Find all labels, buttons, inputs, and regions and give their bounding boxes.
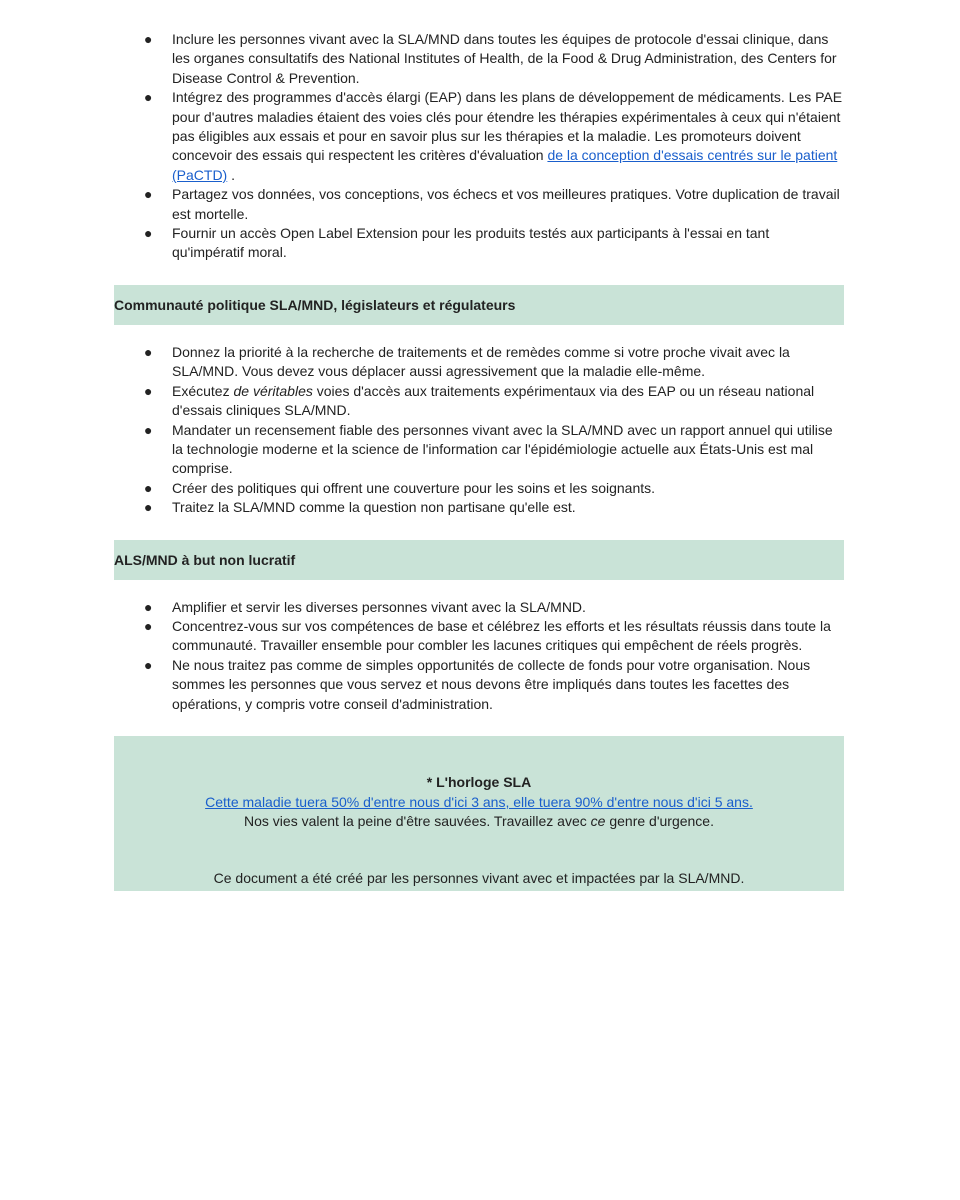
list-item: ● Traitez la SLA/MND comme la question non partisane qu'elle est. bbox=[114, 498, 844, 517]
list-item: ● Inclure les personnes vivant avec la SLA/MND dans toutes les équipes de protocole d'essai clinique, dans les organes consultatifs des National Institutes of Health, de la Food & Drug Administration, des Centers for Disease Control & Prevention. bbox=[144, 31, 837, 86]
list-item: ● Exécutez de véritables voies d'accès aux traitements expérimentaux via des EAP ou un réseau national d'essais cliniques SLA/MND. bbox=[144, 382, 815, 419]
list-item: ● Mandater un recensement fiable des personnes vivant avec la SLA/MND avec un rapport annuel qui utilise la technologie moderne et la science de l'information car l'épidémiologie actuelle aux États-Unis est mal comprise. bbox=[144, 421, 833, 477]
bullet-icon: ● bbox=[144, 89, 153, 106]
clock-title: * L'horloge SLA bbox=[426, 773, 532, 790]
section-title: ALS/MND à but non lucratif bbox=[114, 551, 296, 568]
section3-list bbox=[114, 598, 844, 714]
list-item: ● Créer des politiques qui offrent une couverture pour les soins et les soignants. bbox=[114, 479, 844, 498]
section-header-policy bbox=[114, 285, 844, 325]
bullet-icon: ● bbox=[144, 656, 153, 673]
bullet-icon: ● bbox=[144, 598, 153, 615]
bullet-icon: ● bbox=[144, 479, 153, 496]
list-item: ● Fournir un accès Open Label Extension pour les produits testés aux participants à l'essai en tant qu'impératif moral. bbox=[144, 225, 770, 261]
bullet-icon: ● bbox=[144, 225, 153, 242]
section-title: Communauté politique SLA/MND, législateurs et régulateurs bbox=[114, 296, 516, 313]
section2-list bbox=[114, 343, 844, 518]
bullet-icon: ● bbox=[144, 186, 153, 203]
bullet-icon: ● bbox=[144, 617, 153, 634]
urgency-line: Nos vies valent la peine d'être sauvées. Travaillez avec ce genre d'urgence. bbox=[244, 812, 714, 829]
clock-link[interactable]: Cette maladie tuera 50% d'entre nous d'ici 3 ans, elle tuera 90% d'entre nous d'ici 5 ans. bbox=[205, 793, 753, 810]
bullet-icon: ● bbox=[144, 343, 153, 360]
clock-statement bbox=[114, 794, 844, 810]
list-item: ● Intégrez des programmes d'accès élargi (EAP) dans les plans de développement de médicaments. Les PAE pour d'autres maladies étaient des voies clés pour étendre les thérapies expérimentales à ceux qui n'étaient pas éligibles aux essais et pour en savoir plus sur les thérapies et la maladie. Les promoteurs doivent concevoir des essais qui respectent les critères d'évaluation de la conception d'essais centrés sur le patient (PaCTD) . bbox=[144, 89, 843, 183]
list-item: ● Amplifier et servir les diverses personnes vivant avec la SLA/MND. bbox=[114, 598, 844, 617]
als-clock-box bbox=[114, 736, 844, 891]
document-page bbox=[114, 30, 844, 891]
list-item: ● Partagez vos données, vos conceptions, vos échecs et vos meilleures pratiques. Votre duplication de travail est mortelle. bbox=[144, 186, 840, 222]
list-item: ● Concentrez-vous sur vos compétences de base et célébrez les efforts et les résultats réussis dans toute la communauté. Travailler ensemble pour combler les lacunes critiques qui empêchent de réels progrès. bbox=[144, 617, 831, 654]
bullet-icon: ● bbox=[144, 499, 153, 516]
section-header-nonprofit bbox=[114, 540, 844, 580]
bullet-icon: ● bbox=[144, 421, 153, 438]
bullet-icon: ● bbox=[144, 382, 153, 399]
bullet-icon: ● bbox=[144, 31, 153, 47]
document-credit: Ce document a été créé par les personnes vivant avec et impactées par la SLA/MND. bbox=[213, 869, 745, 886]
pactd-link[interactable]: de la conception d'essais centrés sur le patient (PaCTD) bbox=[172, 147, 838, 183]
section1-list bbox=[114, 30, 844, 263]
list-item: ● Donnez la priorité à la recherche de traitements et de remèdes comme si votre proche vivait avec la SLA/MND. Vous devez vous déplacer aussi agressivement que la maladie elle-même. bbox=[144, 343, 790, 380]
list-item: ● Ne nous traitez pas comme de simples opportunités de collecte de fonds pour votre organisation. Nous sommes les personnes que vous servez et nous devons être impliqués dans toutes les facettes des opérations, y compris votre conseil d'administration. bbox=[144, 656, 811, 712]
